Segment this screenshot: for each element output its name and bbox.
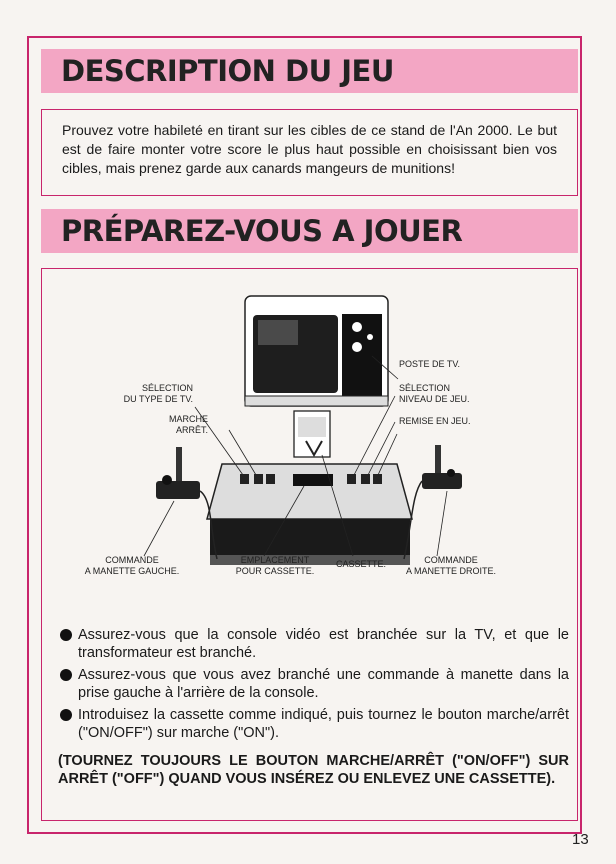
list-item: [58, 706, 569, 742]
label-cmd-gauche-2: A MANETTE GAUCHE.: [84, 566, 180, 576]
list-item: [58, 666, 569, 702]
label-cmd-droite-2: A MANETTE DROITE.: [405, 566, 497, 576]
page-number: 13: [572, 831, 589, 848]
warning-note: (TOURNEZ TOUJOURS LE BOUTON MARCHE/ARRÊT ("ON/OFF") SUR ARRÊT ("OFF") QUAND VOUS INSÉREZ OU ENLEVEZ UNE CASSETTE).: [58, 753, 569, 787]
label-remise: REMISE EN JEU.: [399, 416, 471, 426]
label-cassette: CASSETTE.: [335, 559, 387, 569]
list-item: [58, 626, 569, 662]
label-tv: POSTE DE TV.: [399, 359, 461, 369]
instruction-list: [58, 626, 569, 788]
description-body: Prouvez votre habileté en tirant sur les cibles de ce stand de l'An 2000. Le but est de faire monter votre score le plus haut possible en choisissant bien vos cibles, mais prenez garde aux canards mangeurs de munitions!: [62, 122, 557, 176]
label-marche-2: ARRÊT.: [175, 425, 208, 435]
console-diagram: [42, 269, 579, 614]
label-niveau-1: SÉLECTION: [399, 383, 451, 393]
cartridge-illustration: [294, 411, 330, 457]
prepare-title: PRÉPAREZ-VOUS A JOUER: [61, 214, 463, 248]
description-header: [41, 49, 578, 93]
list-item-text: Assurez-vous que vous avez branché une commande à manette dans la prise gauche à l'arrière de la console.: [78, 667, 569, 701]
console-illustration: [207, 464, 412, 565]
bullet-icon: [60, 709, 72, 721]
description-box: [41, 109, 578, 196]
right-joystick-illustration: [422, 445, 462, 489]
label-niveau-2: NIVEAU DE JEU.: [399, 394, 470, 404]
prepare-header: [41, 209, 578, 253]
description-title: DESCRIPTION DU JEU: [61, 54, 394, 88]
label-marche-1: MARCHE: [168, 414, 208, 424]
label-cmd-droite-1: COMMANDE: [424, 555, 478, 565]
list-item-text: Assurez-vous que la console vidéo est branchée sur la TV, et que le transformateur est branché.: [78, 627, 569, 661]
bullet-icon: [60, 629, 72, 641]
label-type-tv-1: SÉLECTION: [141, 383, 193, 393]
left-joystick-illustration: [156, 447, 200, 499]
label-emplacement-2: POUR CASSETTE.: [235, 566, 315, 576]
bullet-icon: [60, 669, 72, 681]
label-emplacement-1: EMPLACEMENT: [240, 555, 310, 565]
label-type-tv-2: DU TYPE DE TV.: [123, 394, 193, 404]
prepare-box: [41, 268, 578, 821]
tv-set-illustration: [245, 296, 388, 406]
list-item-text: Introduisez la cassette comme indiqué, puis tournez le bouton marche/arrêt ("ON/OFF") sur marche ("ON").: [78, 707, 569, 741]
label-cmd-gauche-1: COMMANDE: [105, 555, 159, 565]
